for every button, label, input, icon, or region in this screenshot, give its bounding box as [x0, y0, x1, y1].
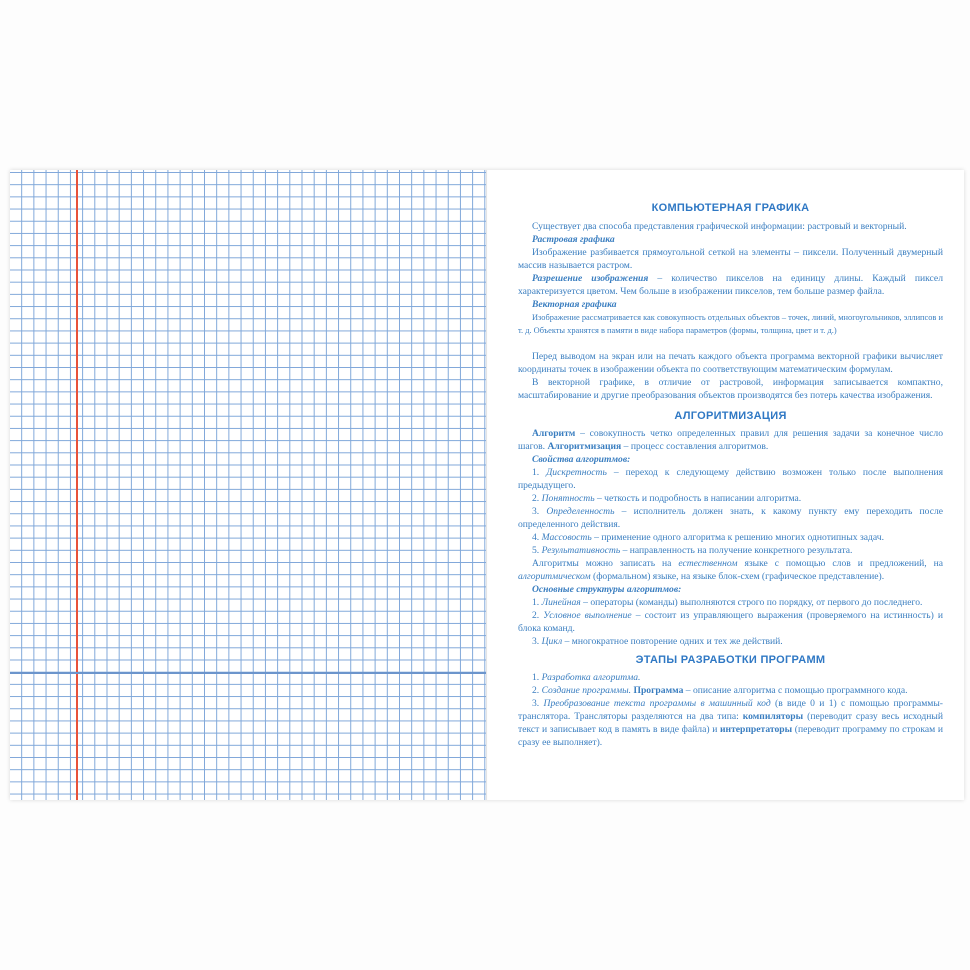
info-page: [488, 170, 964, 800]
text: – состоит из управляющего выражения (проверяемого на истинность) и блока команд.: [518, 610, 943, 634]
text: (формальном) языке, на языке блок-схем (графическое представление).: [590, 571, 885, 582]
paragraph: Изображение разбивается прямоугольной сеткой на элементы – пиксели. Полученный двумерный массив называется растром.: [518, 247, 943, 271]
notebook-spread: [10, 170, 964, 800]
term: Дискретность: [546, 467, 607, 478]
term: Массовость: [541, 532, 592, 543]
subheading-vector: Векторная графика: [532, 299, 617, 310]
margin-line: [76, 170, 78, 800]
list-item: 2. Понятность – четкость и подробность в написании алгоритма.: [532, 493, 802, 504]
paragraph: Перед выводом на экран или на печать каждого объекта программа векторной графики вычисляет координаты точек в изображении объекта по соответствующим математическим формулам.: [518, 351, 943, 375]
text: – исполнитель должен знать, к какому пункту ему переходить после определенного действия.: [518, 506, 943, 530]
text: – совокупность четко определенных правил для решения задачи за конечное число шагов.: [518, 428, 943, 452]
term: Алгоритм: [532, 428, 576, 439]
paragraph: [518, 272, 943, 298]
term: интерпретаторы: [720, 724, 793, 735]
text: – процесс составления алгоритмов.: [621, 441, 769, 452]
list-item: 3. Цикл – многократное повторение одних и тех же действий.: [532, 636, 783, 647]
list-item: 2. Условное выполнение – состоит из управляющего выражения (проверяемого на истинность) и блока команд.: [518, 610, 943, 634]
text: – количество пикселов на единицу длины. Каждый пиксел характеризуется цветом. Чем больше в изображении пикселов, тем больше размер файла.: [518, 273, 943, 297]
term: Понятность: [541, 493, 595, 504]
paragraph: Изображение рассматривается как совокупность отдельных объектов – точек, линий, многоугольников, эллипсов и т. д. Объекты хранятся в памяти в виде набора параметров (формы, толщина, цвет и т. д.): [518, 313, 943, 335]
text: – переход к следующему действию возможен только после выполнения предыдущего.: [518, 467, 943, 491]
text: – операторы (команды) выполняются строго по порядку, от первого до последнего.: [580, 597, 923, 608]
list-item: 4. Массовость – применение одного алгоритма к решению многих однотипных задач.: [532, 532, 884, 543]
info-content: [518, 202, 943, 749]
text: языке с помощью слов и предложений, на: [737, 558, 943, 569]
term: Алгоритмизация: [547, 441, 622, 452]
term: алгоритмическом: [518, 571, 591, 582]
term: естественном: [678, 558, 738, 569]
term: компиляторы: [742, 711, 804, 722]
term: Результативность: [541, 545, 621, 556]
term: Разработка алгоритма.: [541, 672, 641, 683]
term: Линейная: [541, 597, 581, 608]
text: (переводит программу по строкам и сразу ее выполняет).: [518, 724, 943, 748]
list-item: 3. Преобразование текста программы в машинный код (в виде 0 и 1) с помощью программы-транслятора. Трансляторы разделяются на два типа: компиляторы (переводит сразу весь исходный текст и записывает код в память в виде файла) и интерпретаторы (переводит программу по строкам и сразу ее выполняет).: [518, 698, 944, 748]
text: – направленность на получение конкретного результата.: [620, 545, 853, 556]
list-item: 1. Разработка алгоритма.: [532, 672, 641, 683]
section-title-computer-graphics: КОМПЬЮТЕРНАЯ ГРАФИКА: [651, 202, 810, 214]
grid-divider-line: [10, 672, 486, 674]
subheading-raster: Растровая графика: [532, 234, 615, 245]
term: Преобразование текста программы в машинный код: [543, 698, 771, 709]
grid-page: [10, 170, 487, 800]
term: Цикл: [541, 636, 563, 647]
text: Алгоритмы можно записать на: [532, 558, 679, 569]
text: – четкость и подробность в написании алгоритма.: [594, 493, 802, 504]
list-item: 1. Линейная – операторы (команды) выполняются строго по порядку, от первого до последнего.: [532, 597, 923, 608]
section-title-algorithmization: АЛГОРИТМИЗАЦИЯ: [674, 410, 787, 422]
section-title-program-stages: ЭТАПЫ РАЗРАБОТКИ ПРОГРАММ: [635, 654, 826, 666]
paragraph: [518, 557, 943, 583]
text: (переводит сразу весь исходный текст и записывает код в память в виде файла) и: [518, 711, 944, 735]
list-item: 5. Результативность – направленность на получение конкретного результата.: [532, 545, 853, 556]
text: – применение одного алгоритма к решению многих однотипных задач.: [591, 532, 884, 543]
text: – описание алгоритма с помощью программного кода.: [683, 685, 908, 696]
text: (в виде 0 и 1) с помощью программы-транслятора. Трансляторы разделяются на два типа:: [518, 698, 943, 722]
list-item: 2. Создание программы. Программа – описание алгоритма с помощью программного кода.: [532, 685, 908, 696]
subheading-properties: Свойства алгоритмов:: [532, 454, 631, 465]
paragraph: В векторной графике, в отличие от растровой, информация записывается компактно, масштабирование и другие преобразования объектов производятся без потерь качества изображения.: [518, 377, 943, 401]
term: Определенность: [546, 506, 615, 517]
term: Создание программы.: [541, 685, 632, 696]
term: Условное выполнение: [543, 610, 632, 621]
paragraph: [518, 427, 943, 453]
subheading-structures: Основные структуры алгоритмов:: [532, 584, 682, 595]
text: – многократное повторение одних и тех же действий.: [562, 636, 783, 647]
list-item: 1. Дискретность – переход к следующему действию возможен только после выполнения предыдущего.: [518, 467, 943, 491]
term: Программа: [633, 685, 684, 696]
list-item: 3. Определенность – исполнитель должен знать, к какому пункту ему переходить после определенного действия.: [518, 506, 943, 530]
term: Разрешение изображения: [532, 273, 649, 284]
paragraph: Существует два способа представления графической информации: растровый и векторный.: [532, 221, 907, 232]
